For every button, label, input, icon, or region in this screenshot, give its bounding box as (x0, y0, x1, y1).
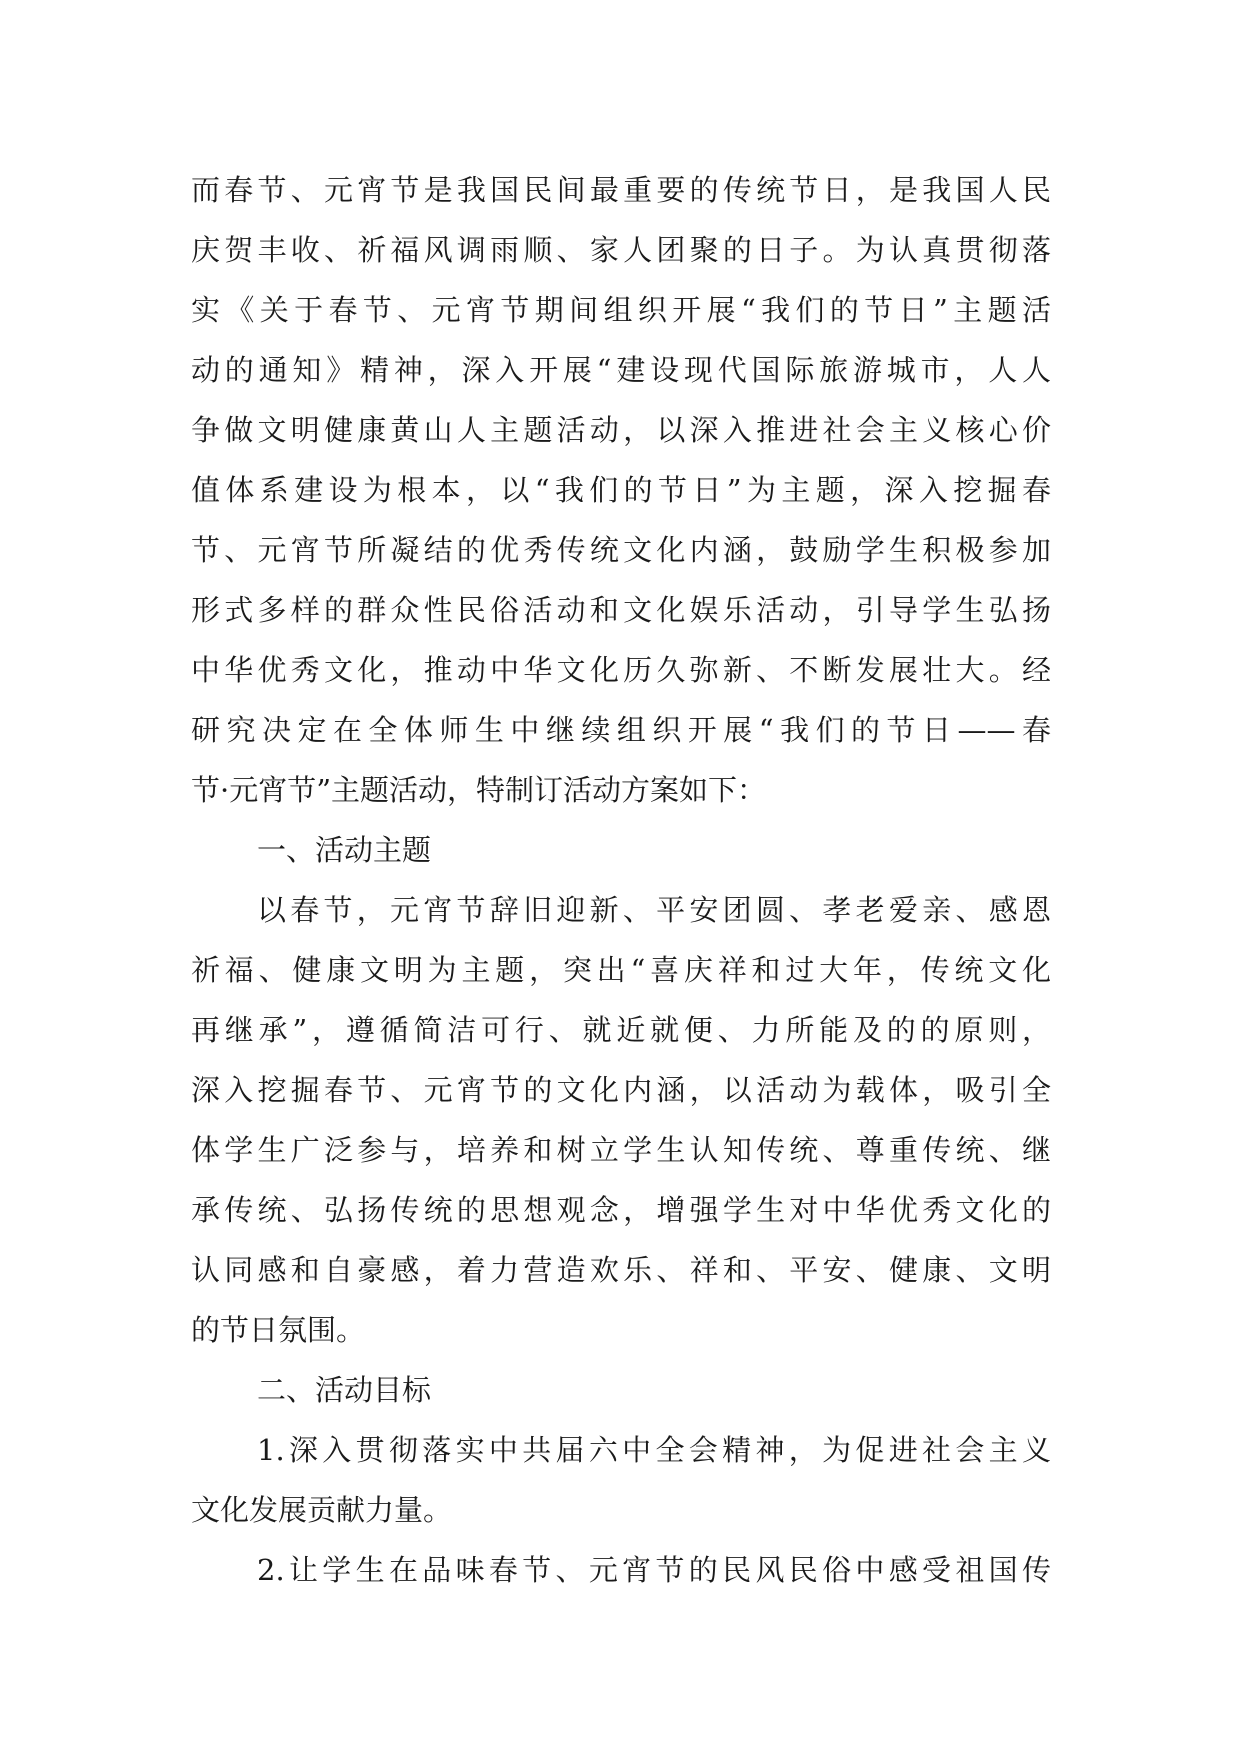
text-line: 的节日氛围。 (191, 1313, 366, 1347)
text-line: 研究决定在全体师生中继续组织开展“我们的节日——春 (191, 713, 1051, 747)
text-line: 争做文明健康黄山人主题活动，以深入推进社会主义核心价 (191, 413, 1051, 447)
text-line: 而春节、元宵节是我国民间最重要的传统节日，是我国人民 (191, 173, 1051, 207)
text-line: 祈福、健康文明为主题，突出“喜庆祥和过大年，传统文化 (191, 953, 1051, 987)
text-line: 庆贺丰收、祈福风调雨顺、家人团聚的日子。为认真贯彻落 (191, 233, 1051, 267)
section-heading: 二、活动目标 (257, 1373, 432, 1407)
text-line: 体学生广泛参与，培养和树立学生认知传统、尊重传统、继 (191, 1133, 1051, 1167)
text-line: 1.深入贯彻落实中共届六中全会精神，为促进社会主义 (257, 1433, 1051, 1467)
text-line: 动的通知》精神，深入开展“建设现代国际旅游城市，人人 (191, 353, 1051, 387)
text-line: 承传统、弘扬传统的思想观念，增强学生对中华优秀文化的 (191, 1193, 1051, 1227)
text-line: 深入挖掘春节、元宵节的文化内涵，以活动为载体，吸引全 (191, 1073, 1051, 1107)
text-line: 文化发展贡献力量。 (191, 1493, 453, 1527)
text-line: 2.让学生在品味春节、元宵节的民风民俗中感受祖国传 (257, 1553, 1051, 1587)
section-heading: 一、活动主题 (257, 833, 432, 867)
text-line: 节·元宵节”主题活动，特制订活动方案如下： (191, 773, 767, 807)
text-line: 再继承”，遵循简洁可行、就近就便、力所能及的的原则， (191, 1013, 1051, 1047)
text-line: 节、元宵节所凝结的优秀传统文化内涵，鼓励学生积极参加 (191, 533, 1051, 567)
text-line: 认同感和自豪感，着力营造欢乐、祥和、平安、健康、文明 (191, 1253, 1051, 1287)
text-line: 实《关于春节、元宵节期间组织开展“我们的节日”主题活 (191, 293, 1051, 327)
document-body (191, 160, 1051, 1600)
text-line: 中华优秀文化，推动中华文化历久弥新、不断发展壮大。经 (191, 653, 1051, 687)
text-line: 值体系建设为根本，以“我们的节日”为主题，深入挖掘春 (191, 473, 1051, 507)
text-line: 以春节，元宵节辞旧迎新、平安团圆、孝老爱亲、感恩 (257, 893, 1051, 927)
text-line: 形式多样的群众性民俗活动和文化娱乐活动，引导学生弘扬 (191, 593, 1051, 627)
